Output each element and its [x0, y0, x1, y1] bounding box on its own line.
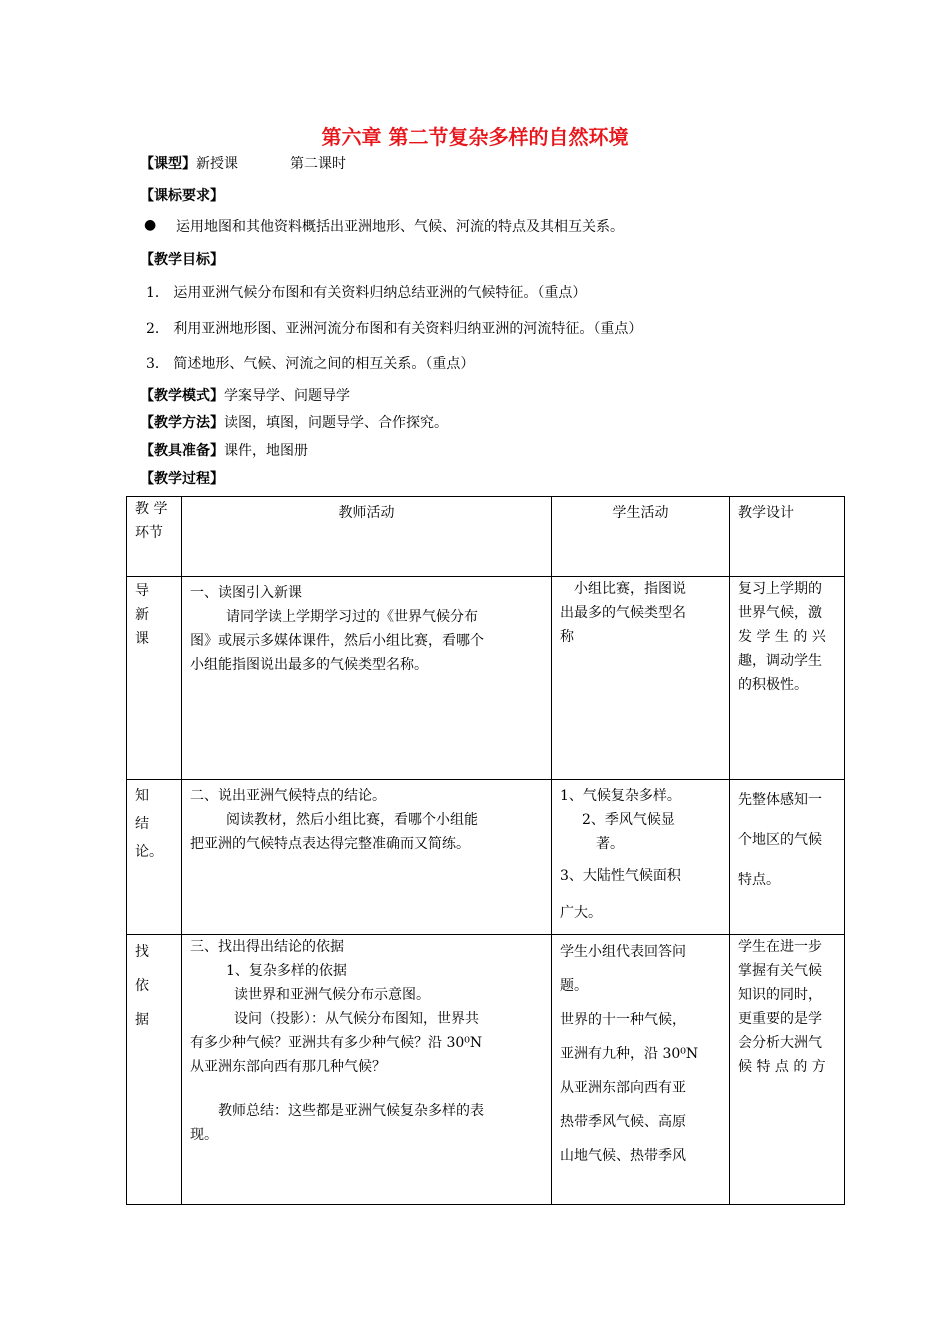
- teacher-line: 把亚洲的气候特点表达得完整准确而又简练。: [190, 836, 470, 852]
- design-line: 会分析大洲气: [738, 1035, 822, 1051]
- teacher-line: 小组能指图说出最多的气候类型名称。: [190, 657, 428, 673]
- header-stage-line: 教 学: [135, 501, 168, 517]
- table-row: [127, 935, 845, 1205]
- header-teacher: 教师活动: [182, 497, 552, 577]
- mode-line: [140, 385, 350, 405]
- teacher-line: 一、读图引入新课: [190, 585, 302, 601]
- goals-label: 【教学目标】: [140, 252, 224, 268]
- header-stage: [127, 497, 182, 577]
- design-cell: [730, 780, 845, 935]
- table-row: [127, 780, 845, 935]
- student-line: 著。: [596, 836, 624, 852]
- header-student: 学生活动: [552, 497, 730, 577]
- design-line: 的积极性。: [738, 677, 808, 693]
- course-type-value: 新授课: [196, 156, 238, 172]
- student-line: 世界的十一种气候，: [560, 1012, 686, 1028]
- table-header-row: [127, 497, 845, 577]
- process-table: [126, 496, 845, 1205]
- teacher-line: 有多少种气候？亚洲共有多少种气候？沿 30⁰N: [190, 1035, 483, 1051]
- stage-char: 论。: [135, 844, 163, 860]
- design-line: 掌握有关气候: [738, 963, 822, 979]
- student-line: 出最多的气候类型名: [560, 605, 686, 621]
- course-type-line: [140, 153, 346, 173]
- teacher-line: 从亚洲东部向西有那几种气候？: [190, 1059, 386, 1075]
- teacher-line: 1、复杂多样的依据: [226, 963, 347, 979]
- goal-item: 2． 利用亚洲地形图、亚洲河流分布图和有关资料归纳亚洲的河流特征。（重点）: [146, 321, 643, 337]
- teacher-cell: [182, 577, 552, 780]
- tools-value: 课件，地图册: [224, 443, 308, 459]
- teacher-line: 请同学读上学期学习过的《世界气候分布: [226, 609, 478, 625]
- student-cell: [552, 780, 730, 935]
- design-line: 特点。: [738, 872, 780, 888]
- teacher-line: 图》或展示多媒体课件，然后小组比赛，看哪个: [190, 633, 484, 649]
- design-line: 个地区的气候: [738, 832, 822, 848]
- stage-char: 据: [135, 1012, 149, 1028]
- teacher-cell: [182, 780, 552, 935]
- teacher-line: 设问（投影）：从气候分布图知，世界共: [234, 1011, 479, 1027]
- design-line: 先整体感知一: [738, 792, 822, 808]
- design-line: 趣，调动学生: [738, 653, 822, 669]
- design-cell: [730, 935, 845, 1205]
- teacher-cell: [182, 935, 552, 1205]
- teacher-line: 三、找出得出结论的依据: [190, 939, 344, 955]
- stage-char: 课: [135, 631, 149, 647]
- student-line: 称: [560, 629, 574, 645]
- stage-cell: [127, 780, 182, 935]
- student-line: 广大。: [560, 905, 602, 921]
- course-type-label: 【课型】: [140, 156, 196, 172]
- stage-cell: [127, 935, 182, 1205]
- header-stage-line: 环节: [135, 525, 163, 541]
- design-line: 复习上学期的: [738, 581, 822, 597]
- student-line: 热带季风气候、高原: [560, 1114, 686, 1130]
- design-line: 发 学 生 的 兴: [738, 629, 826, 645]
- stage-char: 知: [135, 788, 149, 804]
- mode-value: 学案导学、问题导学: [224, 388, 350, 404]
- student-line: 山地气候、热带季风: [560, 1148, 686, 1164]
- mode-label: 【教学模式】: [140, 388, 224, 404]
- design-line: 更重要的是学: [738, 1011, 822, 1027]
- method-line: [140, 412, 448, 432]
- teacher-line: 现。: [190, 1127, 218, 1143]
- page-title: 第六章 第二节复杂多样的自然环境: [321, 125, 629, 149]
- stage-char: 新: [135, 607, 149, 623]
- teacher-line: 阅读教材，然后小组比赛，看哪个小组能: [226, 812, 478, 828]
- stage-char: 依: [135, 978, 149, 994]
- tools-line: [140, 440, 308, 460]
- teacher-line: 二、说出亚洲气候特点的结论。: [190, 788, 386, 804]
- header-design: 教学设计: [730, 497, 845, 577]
- student-line: 题。: [560, 978, 588, 994]
- table-row: [127, 577, 845, 780]
- bullet-icon: ●: [144, 217, 157, 233]
- student-line: 3、大陆性气候面积: [560, 868, 681, 884]
- method-value: 读图，填图，问题导学、合作探究。: [224, 415, 448, 431]
- teacher-line: 教师总结：这些都是亚洲气候复杂多样的表: [218, 1103, 484, 1119]
- student-line: 1、气候复杂多样。: [560, 788, 681, 804]
- design-line: 世界气候，激: [738, 605, 822, 621]
- stage-cell: [127, 577, 182, 780]
- student-line: 2、季风气候显: [582, 812, 675, 828]
- student-cell: [552, 577, 730, 780]
- standard-item: 运用地图和其他资料概括出亚洲地形、气候、河流的特点及其相互关系。: [176, 219, 624, 235]
- design-cell: [730, 577, 845, 780]
- student-line: 小组比赛，指图说: [574, 581, 686, 597]
- student-line: 学生小组代表回答问: [560, 944, 686, 960]
- period: 第二课时: [290, 156, 346, 172]
- stage-char: 结: [135, 816, 149, 832]
- student-line: 亚洲有九种，沿 30⁰N: [560, 1046, 699, 1062]
- method-label: 【教学方法】: [140, 415, 224, 431]
- standard-label: 【课标要求】: [140, 188, 224, 204]
- process-label: 【教学过程】: [140, 471, 224, 487]
- design-line: 候 特 点 的 方: [738, 1059, 826, 1075]
- goal-item: 1． 运用亚洲气候分布图和有关资料归纳总结亚洲的气候特征。（重点）: [146, 285, 587, 301]
- tools-label: 【教具准备】: [140, 443, 224, 459]
- design-line: 知识的同时，: [738, 987, 822, 1003]
- design-line: 学生在进一步: [738, 939, 822, 955]
- stage-char: 找: [135, 944, 149, 960]
- stage-char: 导: [135, 583, 149, 599]
- goal-item: 3． 简述地形、气候、河流之间的相互关系。（重点）: [146, 356, 475, 372]
- student-cell: [552, 935, 730, 1205]
- teacher-line: 读世界和亚洲气候分布示意图。: [234, 987, 430, 1003]
- student-line: 从亚洲东部向西有亚: [560, 1080, 686, 1096]
